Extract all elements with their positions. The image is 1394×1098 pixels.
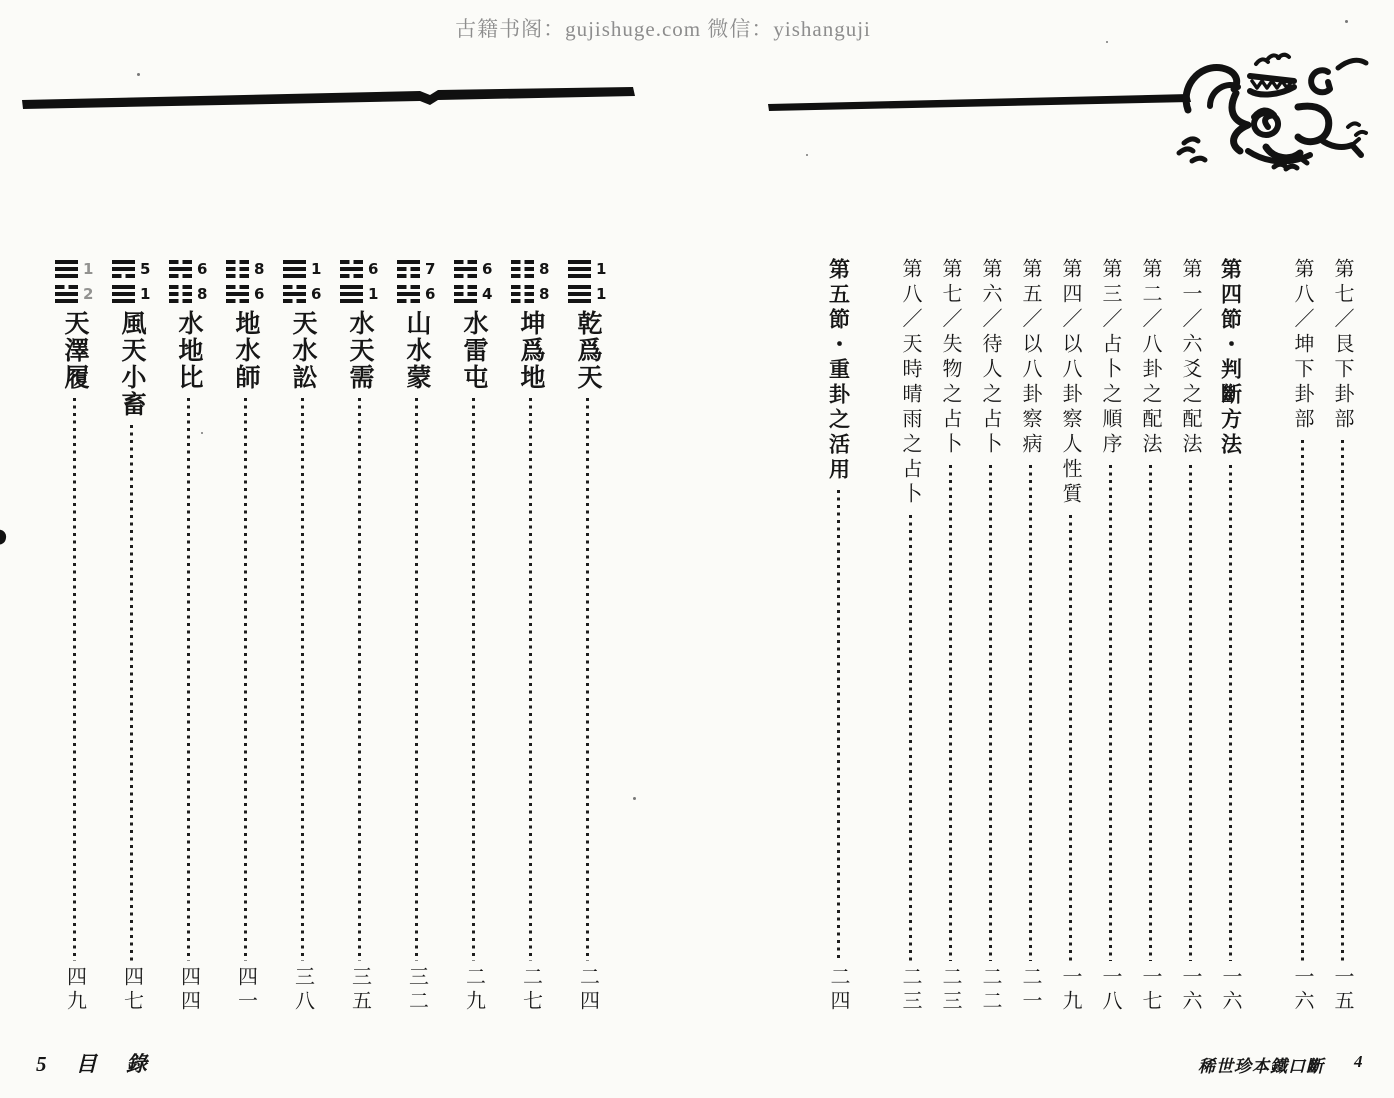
trigram-line bbox=[55, 299, 78, 303]
hexagram-symbol bbox=[340, 260, 379, 303]
trigram-line bbox=[112, 299, 135, 303]
toc-section-list bbox=[806, 258, 1362, 1014]
trigram bbox=[169, 285, 192, 303]
toc-entry-page: 三二 bbox=[405, 966, 428, 1014]
toc-entry-page: 二四 bbox=[576, 966, 599, 1014]
toc-entry bbox=[1282, 258, 1322, 1014]
toc-section-header bbox=[818, 258, 858, 1014]
trigram-line bbox=[283, 267, 306, 271]
toc-entry-page: 二四 bbox=[827, 966, 849, 1014]
trigram bbox=[55, 260, 78, 278]
toc-entry-page: 一六 bbox=[1219, 966, 1241, 1014]
trigram-line bbox=[397, 274, 420, 278]
hexagram-symbol bbox=[454, 260, 493, 303]
dotted-leader bbox=[529, 398, 532, 961]
toc-entry-page: 二三 bbox=[939, 966, 961, 1014]
dotted-leader bbox=[1229, 465, 1232, 961]
trigram-number: 6 bbox=[368, 259, 379, 278]
lower-trigram-unit bbox=[511, 285, 550, 303]
trigram-line bbox=[55, 292, 78, 296]
lower-trigram-unit bbox=[169, 285, 208, 303]
trigram-line bbox=[340, 260, 363, 264]
trigram-line bbox=[397, 260, 420, 264]
toc-entry bbox=[1130, 258, 1170, 1014]
toc-entry-label: 第八／坤下卦部 bbox=[1291, 258, 1313, 433]
toc-entry-label: 第五節・重卦之活用 bbox=[826, 258, 851, 483]
trigram-line bbox=[340, 292, 363, 296]
page-rule-right bbox=[768, 92, 1194, 112]
trigram bbox=[568, 260, 591, 278]
toc-entry-label: 山水蒙 bbox=[403, 310, 430, 391]
scan-speck bbox=[1345, 20, 1348, 23]
trigram-line bbox=[511, 292, 534, 296]
trigram-line bbox=[568, 292, 591, 296]
trigram-line bbox=[226, 267, 249, 271]
page-rule-left bbox=[22, 84, 638, 112]
upper-trigram-unit bbox=[568, 260, 607, 278]
trigram-line bbox=[226, 260, 249, 264]
trigram-line bbox=[55, 267, 78, 271]
upper-trigram-unit bbox=[340, 260, 379, 278]
trigram bbox=[454, 260, 477, 278]
toc-entry-label: 水雷屯 bbox=[460, 310, 487, 391]
upper-trigram-unit bbox=[511, 260, 550, 278]
toc-entry-label: 乾爲天 bbox=[574, 310, 601, 391]
toc-entry bbox=[930, 258, 970, 1014]
dotted-leader bbox=[1109, 465, 1112, 961]
trigram-line bbox=[169, 292, 192, 296]
trigram-line bbox=[112, 274, 135, 278]
toc-entry-page: 三五 bbox=[348, 966, 371, 1014]
trigram-line bbox=[283, 274, 306, 278]
trigram-number: 6 bbox=[254, 284, 265, 303]
trigram-line bbox=[226, 292, 249, 296]
toc-entry bbox=[1090, 258, 1130, 1014]
lower-trigram-unit bbox=[454, 285, 493, 303]
watermark-text: 古籍书阁：gujishuge.com 微信：yishanguji bbox=[455, 17, 871, 41]
trigram-number: 8 bbox=[197, 284, 208, 303]
hexagram-symbol bbox=[283, 260, 322, 303]
trigram-line bbox=[397, 299, 420, 303]
trigram-line bbox=[568, 285, 591, 289]
toc-entry-label: 水天需 bbox=[346, 310, 373, 391]
trigram-line bbox=[283, 299, 306, 303]
dotted-leader bbox=[1069, 515, 1072, 961]
toc-entry-page: 一六 bbox=[1179, 966, 1201, 1014]
trigram-line bbox=[55, 260, 78, 264]
trigram bbox=[397, 260, 420, 278]
trigram-line bbox=[55, 274, 78, 278]
scan-speck bbox=[1106, 41, 1108, 43]
trigram bbox=[112, 285, 135, 303]
trigram-line bbox=[340, 285, 363, 289]
trigram-line bbox=[169, 285, 192, 289]
toc-entry-label: 坤爲地 bbox=[517, 310, 544, 391]
toc-entry bbox=[1010, 258, 1050, 1014]
toc-entry-page: 二七 bbox=[519, 966, 542, 1014]
toc-entry-label: 第六／待人之占卜 bbox=[979, 258, 1001, 458]
trigram-number: 6 bbox=[197, 259, 208, 278]
toc-entry-page: 二三 bbox=[899, 966, 921, 1014]
dotted-leader bbox=[1029, 465, 1032, 961]
trigram-line bbox=[454, 292, 477, 296]
toc-entry bbox=[1322, 258, 1362, 1014]
toc-hexagram-list bbox=[36, 258, 616, 1014]
toc-hexagram-entry bbox=[502, 258, 559, 1014]
toc-entry-label: 第三／占卜之順序 bbox=[1099, 258, 1121, 458]
hexagram-symbol bbox=[112, 260, 151, 303]
trigram-line bbox=[511, 274, 534, 278]
hexagram-symbol bbox=[169, 260, 208, 303]
dotted-leader bbox=[244, 398, 247, 961]
hexagram-symbol bbox=[397, 260, 436, 303]
toc-entry-page: 二九 bbox=[462, 966, 485, 1014]
dragon-illustration bbox=[1170, 46, 1374, 176]
trigram-number: 7 bbox=[425, 259, 436, 278]
dotted-leader bbox=[1341, 440, 1344, 961]
trigram-number: 5 bbox=[140, 259, 151, 278]
scan-speck bbox=[137, 73, 140, 76]
trigram bbox=[340, 285, 363, 303]
trigram-line bbox=[511, 267, 534, 271]
toc-hexagram-entry bbox=[559, 258, 616, 1014]
toc-entry bbox=[890, 258, 930, 1014]
toc-entry-label: 第一／六爻之配法 bbox=[1179, 258, 1201, 458]
trigram-line bbox=[169, 260, 192, 264]
trigram-line bbox=[112, 285, 135, 289]
trigram-line bbox=[112, 260, 135, 264]
dotted-leader bbox=[1149, 465, 1152, 961]
edge-mark bbox=[0, 529, 7, 545]
trigram-line bbox=[55, 285, 78, 289]
trigram-line bbox=[340, 274, 363, 278]
dotted-leader bbox=[187, 398, 190, 961]
toc-hexagram-entry bbox=[331, 258, 388, 1014]
trigram-line bbox=[454, 299, 477, 303]
hexagram-symbol bbox=[511, 260, 550, 303]
lower-trigram-unit bbox=[283, 285, 322, 303]
folio-left: 5 目 錄 bbox=[36, 1052, 147, 1076]
trigram-line bbox=[568, 274, 591, 278]
hexagram-symbol bbox=[568, 260, 607, 303]
trigram bbox=[340, 260, 363, 278]
toc-entry-label: 第八／天時晴雨之占卜 bbox=[899, 258, 921, 508]
upper-trigram-unit bbox=[112, 260, 151, 278]
toc-entry-label: 地水師 bbox=[232, 310, 259, 391]
toc-hexagram-entry bbox=[274, 258, 331, 1014]
toc-entry-page: 四九 bbox=[63, 966, 86, 1014]
trigram-line bbox=[397, 292, 420, 296]
toc-entry-label: 風天小畜 bbox=[118, 310, 145, 418]
toc-entry-page: 一九 bbox=[1059, 966, 1081, 1014]
dotted-leader bbox=[472, 398, 475, 961]
trigram-number: 1 bbox=[596, 284, 607, 303]
upper-trigram-unit bbox=[55, 260, 94, 278]
folio-page-number: 4 bbox=[1354, 1052, 1364, 1071]
toc-entry-page: 一八 bbox=[1099, 966, 1121, 1014]
trigram-line bbox=[340, 299, 363, 303]
lower-trigram-unit bbox=[55, 285, 94, 303]
trigram-number: 1 bbox=[83, 259, 94, 278]
toc-hexagram-entry bbox=[46, 258, 103, 1014]
toc-hexagram-entry bbox=[103, 258, 160, 1014]
trigram-line bbox=[340, 267, 363, 271]
trigram-line bbox=[454, 260, 477, 264]
toc-entry-label: 第二／八卦之配法 bbox=[1139, 258, 1161, 458]
lower-trigram-unit bbox=[112, 285, 151, 303]
trigram-line bbox=[169, 299, 192, 303]
toc-entry bbox=[1170, 258, 1210, 1014]
toc-entry-page: 三八 bbox=[291, 966, 314, 1014]
trigram-line bbox=[283, 285, 306, 289]
toc-entry-label: 第五／以八卦察病 bbox=[1019, 258, 1041, 458]
toc-entry-label: 水地比 bbox=[175, 310, 202, 391]
dotted-leader bbox=[301, 398, 304, 961]
trigram-line bbox=[511, 260, 534, 264]
trigram bbox=[283, 285, 306, 303]
trigram-line bbox=[568, 260, 591, 264]
lower-trigram-unit bbox=[568, 285, 607, 303]
toc-entry-label: 天水訟 bbox=[289, 310, 316, 391]
upper-trigram-unit bbox=[226, 260, 265, 278]
trigram-line bbox=[112, 292, 135, 296]
book-title: 稀世珍本鐵口斷 bbox=[1198, 1057, 1324, 1076]
trigram-line bbox=[169, 274, 192, 278]
dotted-leader bbox=[837, 490, 840, 961]
trigram bbox=[454, 285, 477, 303]
toc-entry-page: 四七 bbox=[120, 966, 143, 1014]
trigram-number: 1 bbox=[368, 284, 379, 303]
toc-entry-label: 第四／以八卦察人性質 bbox=[1059, 258, 1081, 508]
trigram-line bbox=[397, 285, 420, 289]
trigram-number: 1 bbox=[596, 259, 607, 278]
trigram-line bbox=[226, 274, 249, 278]
trigram-line bbox=[283, 260, 306, 264]
scan-speck bbox=[806, 154, 808, 156]
trigram-number: 8 bbox=[539, 259, 550, 278]
toc-hexagram-entry bbox=[160, 258, 217, 1014]
toc-entry-page: 一七 bbox=[1139, 966, 1161, 1014]
trigram-line bbox=[568, 267, 591, 271]
toc-entry-page: 二二 bbox=[979, 966, 1001, 1014]
trigram bbox=[226, 260, 249, 278]
scan-speck bbox=[633, 797, 636, 800]
dotted-leader bbox=[130, 425, 133, 961]
toc-entry-label: 第七／失物之占卜 bbox=[939, 258, 961, 458]
trigram bbox=[511, 260, 534, 278]
trigram-number: 2 bbox=[83, 284, 94, 303]
folio-right bbox=[1198, 1052, 1364, 1077]
trigram-number: 1 bbox=[311, 259, 322, 278]
trigram-line bbox=[568, 299, 591, 303]
dotted-leader bbox=[909, 515, 912, 961]
trigram-number: 6 bbox=[425, 284, 436, 303]
trigram-number: 1 bbox=[140, 284, 151, 303]
toc-section-header bbox=[1210, 258, 1250, 1014]
trigram-line bbox=[454, 267, 477, 271]
toc-entry-page: 四四 bbox=[177, 966, 200, 1014]
trigram-line bbox=[283, 292, 306, 296]
upper-trigram-unit bbox=[283, 260, 322, 278]
lower-trigram-unit bbox=[226, 285, 265, 303]
trigram-line bbox=[169, 267, 192, 271]
trigram bbox=[397, 285, 420, 303]
trigram bbox=[169, 260, 192, 278]
toc-entry-page: 四一 bbox=[234, 966, 257, 1014]
scan-speck bbox=[201, 432, 203, 434]
toc-entry-label: 天澤履 bbox=[61, 310, 88, 391]
trigram-line bbox=[112, 267, 135, 271]
toc-entry-page: 二一 bbox=[1019, 966, 1041, 1014]
trigram bbox=[283, 260, 306, 278]
toc-entry-label: 第四節・判斷方法 bbox=[1218, 258, 1243, 458]
dotted-leader bbox=[586, 398, 589, 961]
trigram-number: 6 bbox=[311, 284, 322, 303]
toc-hexagram-entry bbox=[388, 258, 445, 1014]
trigram-line bbox=[226, 299, 249, 303]
upper-trigram-unit bbox=[169, 260, 208, 278]
trigram bbox=[226, 285, 249, 303]
upper-trigram-unit bbox=[454, 260, 493, 278]
trigram-number: 4 bbox=[482, 284, 493, 303]
hexagram-symbol bbox=[55, 260, 94, 303]
trigram-line bbox=[511, 285, 534, 289]
dotted-leader bbox=[1189, 465, 1192, 961]
toc-entry-page: 一六 bbox=[1291, 966, 1313, 1014]
dotted-leader bbox=[989, 465, 992, 961]
trigram bbox=[55, 285, 78, 303]
dotted-leader bbox=[1301, 440, 1304, 961]
trigram-line bbox=[397, 267, 420, 271]
dotted-leader bbox=[415, 398, 418, 961]
toc-hexagram-entry bbox=[445, 258, 502, 1014]
toc-entry bbox=[1050, 258, 1090, 1014]
lower-trigram-unit bbox=[397, 285, 436, 303]
lower-trigram-unit bbox=[340, 285, 379, 303]
dotted-leader bbox=[358, 398, 361, 961]
trigram bbox=[568, 285, 591, 303]
trigram-line bbox=[454, 274, 477, 278]
trigram-number: 8 bbox=[539, 284, 550, 303]
trigram bbox=[511, 285, 534, 303]
toc-hexagram-entry bbox=[217, 258, 274, 1014]
toc-entry-page: 一五 bbox=[1331, 966, 1353, 1014]
trigram-line bbox=[454, 285, 477, 289]
upper-trigram-unit bbox=[397, 260, 436, 278]
trigram-line bbox=[511, 299, 534, 303]
toc-entry-label: 第七／艮下卦部 bbox=[1331, 258, 1353, 433]
trigram-number: 6 bbox=[482, 259, 493, 278]
toc-entry bbox=[970, 258, 1010, 1014]
trigram-line bbox=[226, 285, 249, 289]
dotted-leader bbox=[949, 465, 952, 961]
hexagram-symbol bbox=[226, 260, 265, 303]
dotted-leader bbox=[73, 398, 76, 961]
trigram-number: 8 bbox=[254, 259, 265, 278]
trigram bbox=[112, 260, 135, 278]
